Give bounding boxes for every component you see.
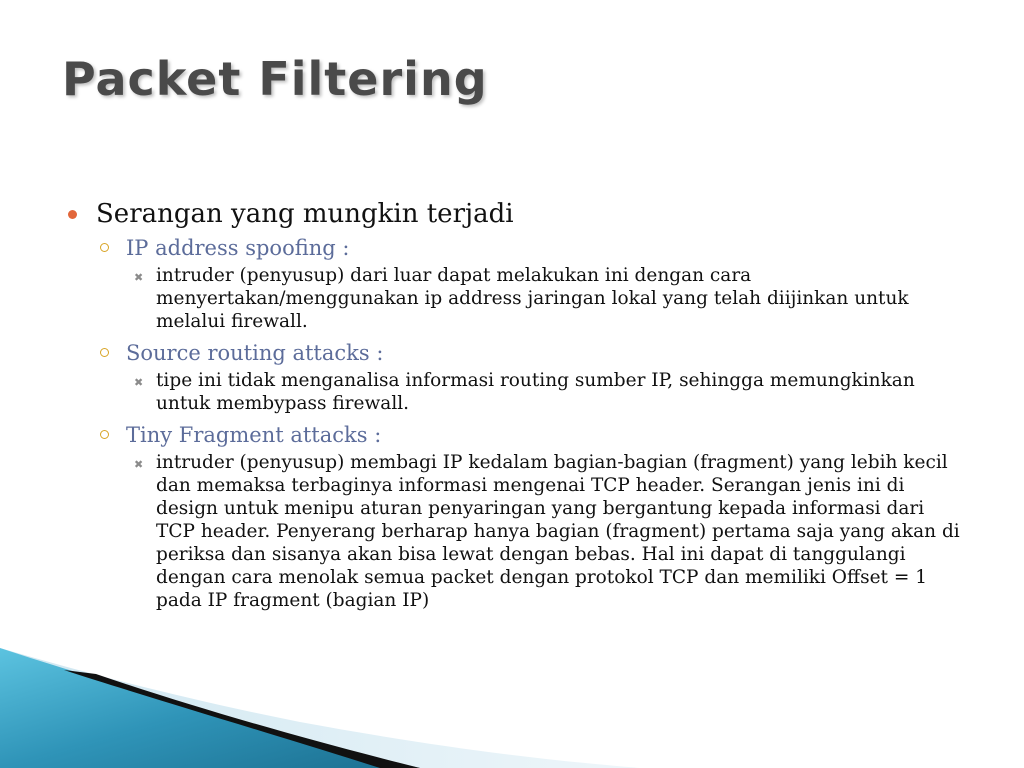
attack-description-text: intruder (penyusup) membagi IP kedalam bagian-bagian (fragment) yang lebih kecil dan memaksa terbaginya informasi mengenai TCP header. Serangan jenis ini di design untuk menipu aturan penyaringan yang bergantung kepada informasi dari TCP header. Penyerang berharap hanya bagian (fragment) pertama saja yang akan di periksa dan sisanya akan bisa lewat dengan bebas. Hal ini dapat di tanggulangi dengan cara menolak semua packet dengan protokol TCP dan memiliki Offset = 1 pada IP fragment (bagian IP) — [156, 452, 960, 611]
attack-name: Tiny Fragment attacks : — [126, 423, 382, 447]
attack-item-source-routing — [66, 339, 966, 367]
bullet-heading — [66, 196, 966, 232]
attack-name: Source routing attacks : — [126, 341, 384, 365]
hollow-circle-bullet-icon — [100, 348, 109, 357]
attack-item-tiny-fragment — [66, 421, 966, 449]
cross-bullet-icon: ✖ — [134, 458, 144, 471]
attack-name: IP address spoofing : — [126, 236, 350, 260]
attack-description — [66, 369, 966, 415]
attack-description — [66, 264, 966, 333]
filled-circle-bullet-icon — [68, 210, 77, 219]
slide-title: Packet Filtering — [62, 52, 488, 106]
cross-bullet-icon: ✖ — [134, 376, 144, 389]
cross-bullet-icon: ✖ — [134, 271, 144, 284]
decorative-wave-graphic — [0, 640, 1024, 768]
attack-item-ip-spoofing — [66, 234, 966, 262]
slide-content — [66, 196, 966, 618]
attack-description-text: tipe ini tidak menganalisa informasi routing sumber IP, sehingga memungkinkan untuk membypass firewall. — [156, 370, 915, 414]
hollow-circle-bullet-icon — [100, 243, 109, 252]
attack-description-text: intruder (penyusup) dari luar dapat melakukan ini dengan cara menyertakan/menggunakan ip address jaringan lokal yang telah diijinkan untuk melalui firewall. — [156, 265, 909, 332]
heading-text: Serangan yang mungkin terjadi — [96, 199, 514, 229]
hollow-circle-bullet-icon — [100, 430, 109, 439]
attack-description — [66, 451, 966, 612]
